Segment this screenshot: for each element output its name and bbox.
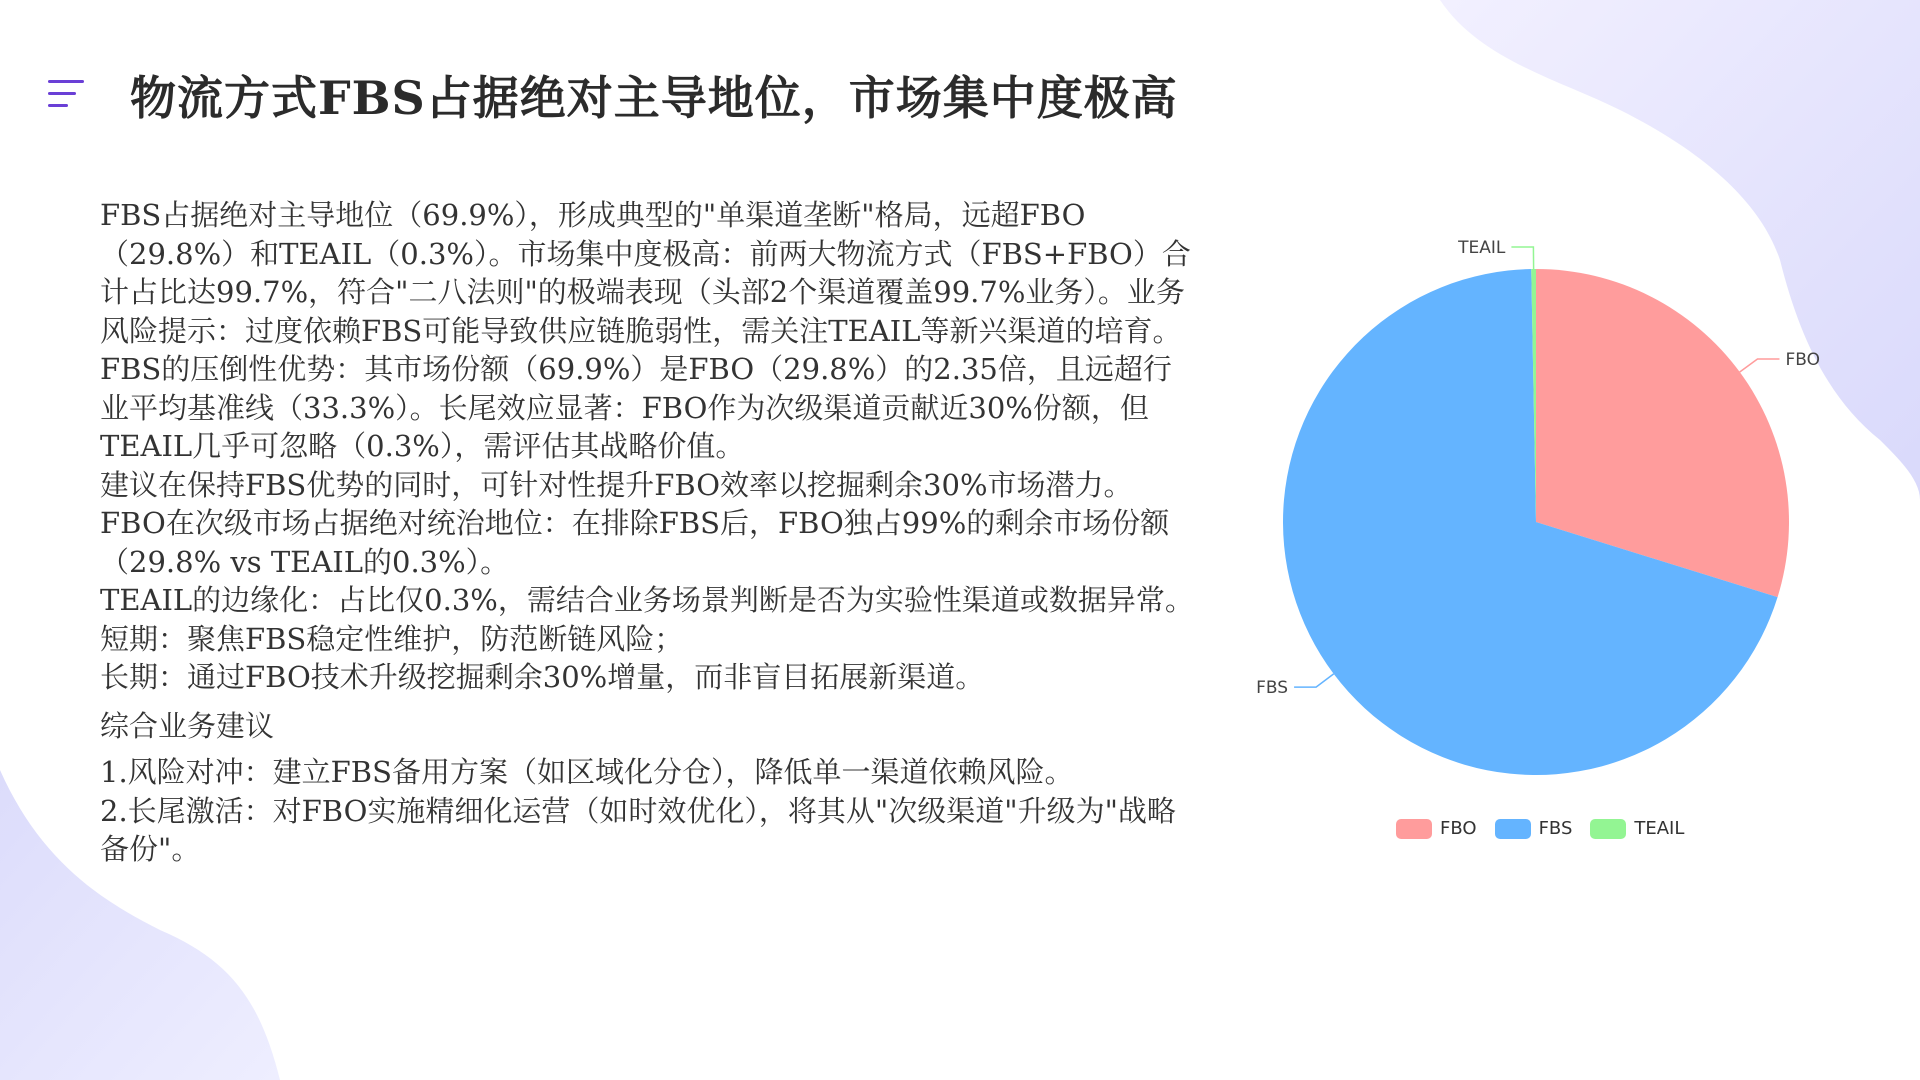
menu-lines-icon [48,80,88,110]
slide-title: 物流方式FBS占据绝对主导地位，市场集中度极高 [130,71,1178,125]
legend-swatch [1396,819,1432,839]
paragraph: TEAIL的边缘化：占比仅0.3%，需结合业务场景判断是否为实验性渠道或数据异常。 [100,583,1194,617]
paragraph: FBS占据绝对主导地位（69.9%），形成典型的"单渠道垄断"格局，远超FBO（29.8%）和TEAIL（0.3%）。市场集中度极高：前两大物流方式（FBS+FBO）合计占比达99.7%，符合"二八法则"的极端表现（头部2个渠道覆盖99.7%业务）。业务风险提示：过度依赖FBS可能导致供应链脆弱性，需关注TEAIL等新兴渠道的培育。 [100,198,1191,348]
legend-item-fbs[interactable] [1495,818,1573,839]
pie-chart [1230,220,1910,860]
pie-label-fbo: FBO [1785,349,1820,370]
section-heading: 综合业务建议 [100,708,275,743]
paragraph: 短期：聚焦FBS稳定性维护，防范断链风险； [100,621,684,656]
paragraph: 建议在保持FBS优势的同时，可针对性提升FBO效率以挖掘剩余30%市场潜力。 [100,467,1133,502]
pie-label-fbs: FBS [1256,678,1289,699]
legend-label: TEAIL [1634,818,1685,839]
pie-label-line-fbo [1740,359,1780,372]
legend-item-teail[interactable] [1590,818,1684,839]
paragraph: FBS的压倒性优势：其市场份额（69.9%）是FBO（29.8%）的2.35倍，且远超行业平均基准线（33.3%）。长尾效应显著：FBO作为次级渠道贡献近30%份额，但TEAIL几乎可忽略（0.3%），需评估其战略价值。 [100,352,1172,463]
pie-label-line-teail [1511,247,1533,269]
suggestion-item: 2.长尾激活：对FBO实施精细化运营（如时效优化），将其从"次级渠道"升级为"战略备份"。 [100,793,1176,866]
paragraph: FBO在次级市场占据绝对统治地位：在排除FBS后，FBO独占99%的剩余市场份额（29.8% vs TEAIL的0.3%）。 [100,506,1170,579]
suggestion-item: 1.风险对冲：建立FBS备用方案（如区域化分仓），降低单一渠道依赖风险。 [100,755,1074,789]
legend-label: FBO [1440,818,1477,839]
paragraph: 长期：通过FBO技术升级挖掘剩余30%增量，而非盲目拓展新渠道。 [100,660,985,694]
chart-legend [1396,818,1684,839]
analysis-text [100,196,1200,869]
pie-label-line-fbs [1294,674,1334,687]
legend-swatch [1590,819,1626,839]
legend-item-fbo[interactable] [1396,818,1477,839]
legend-swatch [1495,819,1531,839]
legend-label: FBS [1538,818,1573,839]
pie-label-teail: TEAIL [1458,238,1506,259]
